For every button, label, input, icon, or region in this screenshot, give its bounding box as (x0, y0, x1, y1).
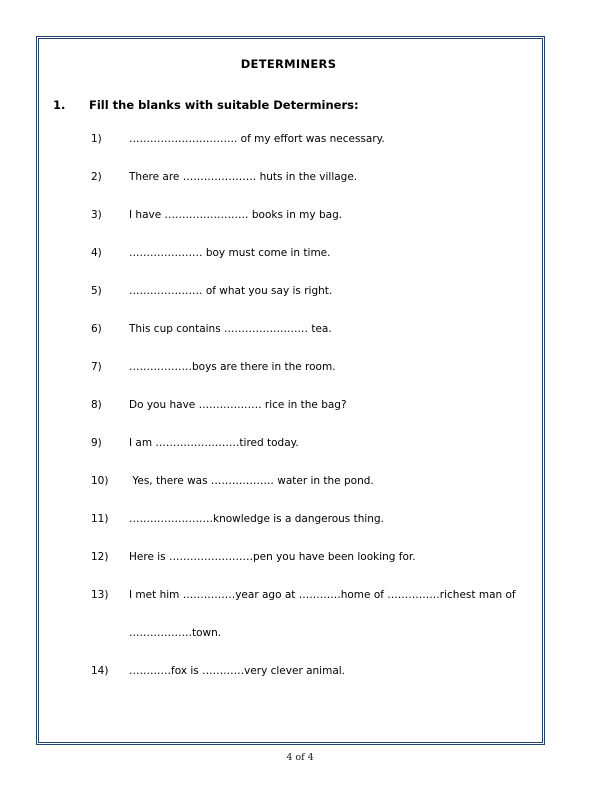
list-item-number: 5) (91, 285, 102, 297)
list-item-number: 8) (91, 399, 102, 411)
question-instruction: Fill the blanks with suitable Determiners: (89, 98, 359, 112)
list-item (53, 284, 524, 322)
list-item (53, 170, 524, 208)
list-item-number: 14) (91, 665, 109, 677)
list-item-number: 6) (91, 323, 102, 335)
list-item-text: Yes, there was ……………… water in the pond. (129, 475, 374, 487)
list-item (53, 208, 524, 246)
footer-page-number: 4 of 4 (286, 752, 314, 763)
list-item-text: …………fox is …………very clever animal. (129, 665, 346, 677)
list-item-text: I am ……………………tired today. (129, 437, 299, 449)
list-item-text: ………………… boy must come in time. (129, 247, 331, 259)
list-item-number: 9) (91, 437, 102, 449)
list-item-number: 10) (91, 475, 109, 487)
list-item-text: I met him ……………year ago at …………home of ……………richest man of (129, 589, 516, 601)
list-item (53, 436, 524, 474)
list-item-number: 7) (91, 361, 102, 373)
list-item-text: …………………………. of my effort was necessary. (129, 133, 385, 145)
list-item-number: 12) (91, 551, 109, 563)
list-item (53, 664, 524, 702)
list-item (53, 550, 524, 588)
list-item (53, 322, 524, 360)
list-item-text: This cup contains …………………… tea. (129, 323, 332, 335)
list-item-text: ………………boys are there in the room. (129, 361, 336, 373)
list-item-text: Do you have ……………… rice in the bag? (129, 399, 347, 411)
list-item-text-continued: ………………town. (129, 627, 222, 639)
list-item-text: Here is ……………………pen you have been looking for. (129, 551, 416, 563)
list-item-text: ……………………knowledge is a dangerous thing. (129, 513, 384, 525)
list-item (53, 360, 524, 398)
list-item-number: 1) (91, 133, 102, 145)
list-item-line (53, 626, 524, 664)
list-item-text: I have …………………… books in my bag. (129, 209, 343, 221)
list-item-number: 13) (91, 589, 109, 601)
page-title: DETERMINERS (240, 57, 337, 71)
list-item-line (53, 588, 524, 626)
list-item (53, 474, 524, 512)
exercise-list (53, 132, 524, 702)
list-item-text: There are ………………… huts in the village. (129, 171, 358, 183)
list-item-number: 4) (91, 247, 102, 259)
question-heading (53, 98, 524, 112)
question-number: 1. (53, 98, 66, 112)
page-content (39, 39, 542, 742)
list-item (53, 512, 524, 550)
list-item-number: 11) (91, 513, 109, 525)
list-item (53, 246, 524, 284)
list-item (53, 132, 524, 170)
list-item-number: 3) (91, 209, 102, 221)
list-item-text: ………………… of what you say is right. (129, 285, 333, 297)
list-item (53, 588, 524, 664)
list-item-number: 2) (91, 171, 102, 183)
list-item (53, 398, 524, 436)
page-frame (36, 36, 545, 745)
